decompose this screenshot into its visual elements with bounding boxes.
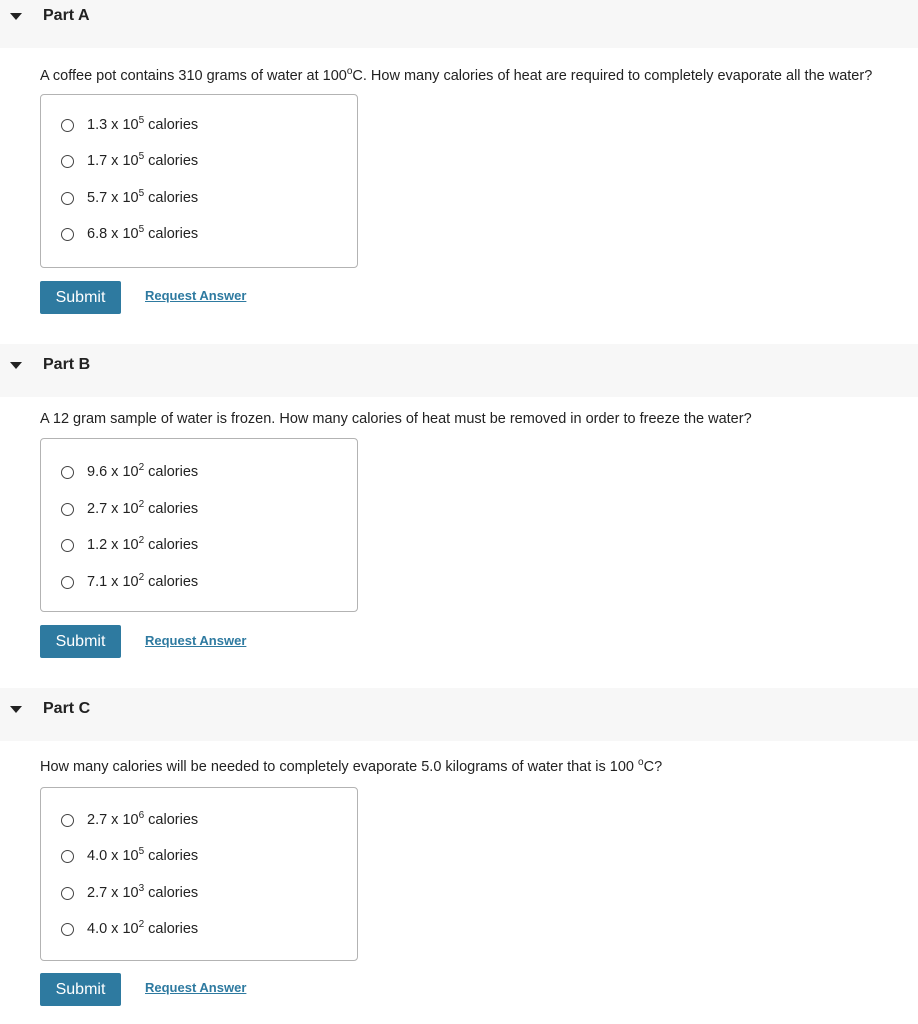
option-label: 1.3 x $10^5$ calories — [87, 115, 199, 133]
answer-option[interactable] — [61, 115, 198, 135]
option-label: 2.7 x $10^6$ calories — [87, 810, 199, 828]
radio-button[interactable] — [61, 539, 74, 552]
caret-down-icon[interactable] — [10, 706, 22, 713]
answer-option[interactable] — [61, 846, 198, 866]
part-a-header[interactable] — [0, 0, 918, 48]
option-label: 7.1 x $10^2$ calories — [87, 572, 199, 590]
question-text: A 12 gram sample of water is frozen. How many calories of heat must be removed in order to freeze the water? — [40, 411, 752, 427]
option-label: 4.0 x $10^5$ calories — [87, 846, 199, 864]
caret-down-icon[interactable] — [10, 362, 22, 369]
question-text: How many calories will be needed to completely evaporate 5.0 kilograms of water that is 100 $^o$C? — [40, 757, 663, 775]
answer-option[interactable] — [61, 883, 198, 903]
radio-button[interactable] — [61, 503, 74, 516]
radio-button[interactable] — [61, 119, 74, 132]
request-answer-link[interactable]: Request Answer — [145, 288, 247, 303]
option-label: 2.7 x $10^2$ calories — [87, 499, 199, 517]
radio-button[interactable] — [61, 228, 74, 241]
answer-option[interactable] — [61, 224, 198, 244]
answer-option[interactable] — [61, 188, 198, 208]
part-title: Part A — [43, 7, 90, 24]
answer-option[interactable] — [61, 462, 198, 482]
option-label: 1.2 x $10^2$ calories — [87, 535, 199, 553]
radio-button[interactable] — [61, 887, 74, 900]
radio-button[interactable] — [61, 155, 74, 168]
answer-options-box — [40, 94, 358, 268]
request-answer-link[interactable]: Request Answer — [145, 980, 247, 995]
option-label: 6.8 x $10^5$ calories — [87, 224, 199, 242]
question-text: A coffee pot contains 310 grams of water at 100$^o$C. How many calories of heat are required to completely evaporate all the water? — [40, 66, 873, 84]
part-title: Part B — [43, 356, 91, 373]
submit-button[interactable]: Submit — [40, 973, 121, 1006]
part-title: Part C — [43, 700, 91, 717]
answer-option[interactable] — [61, 572, 198, 592]
radio-button[interactable] — [61, 814, 74, 827]
option-label: 2.7 x $10^3$ calories — [87, 883, 199, 901]
caret-down-icon[interactable] — [10, 13, 22, 20]
option-label: 1.7 x $10^5$ calories — [87, 151, 199, 169]
answer-option[interactable] — [61, 151, 198, 171]
part-b-header[interactable] — [0, 344, 918, 397]
option-label: 5.7 x $10^5$ calories — [87, 188, 199, 206]
answer-option[interactable] — [61, 535, 198, 555]
submit-button[interactable]: Submit — [40, 625, 121, 658]
submit-button[interactable]: Submit — [40, 281, 121, 314]
option-label: 4.0 x $10^2$ calories — [87, 919, 199, 937]
radio-button[interactable] — [61, 850, 74, 863]
answer-option[interactable] — [61, 919, 198, 939]
radio-button[interactable] — [61, 576, 74, 589]
radio-button[interactable] — [61, 923, 74, 936]
radio-button[interactable] — [61, 466, 74, 479]
radio-button[interactable] — [61, 192, 74, 205]
answer-options-box — [40, 438, 358, 612]
request-answer-link[interactable]: Request Answer — [145, 633, 247, 648]
answer-options-box — [40, 787, 358, 961]
answer-option[interactable] — [61, 810, 198, 830]
answer-option[interactable] — [61, 499, 198, 519]
option-label: 9.6 x $10^2$ calories — [87, 462, 199, 480]
part-c-header[interactable] — [0, 688, 918, 741]
